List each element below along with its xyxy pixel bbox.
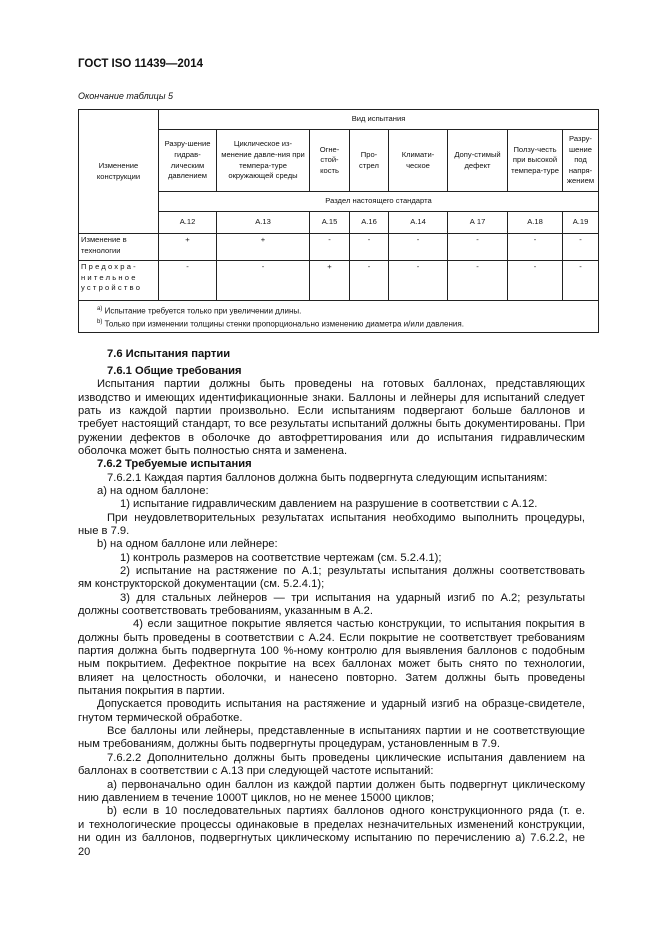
cell: - [217, 261, 310, 301]
text-line: b) если в 10 последовательных партиях баллонов одного конструкционного ряда (т. е. [107, 805, 585, 818]
text-line: пытания покрытия в партии. [78, 685, 225, 698]
document-header: ГОСТ ISO 11439—2014 [78, 58, 203, 70]
column-header: Разру-шение под напря-жением [563, 130, 599, 192]
cell: - [448, 234, 508, 261]
cell: - [389, 261, 448, 301]
footnote-text: Испытание требуется только при увеличении длины. [102, 306, 302, 316]
cell: - [448, 261, 508, 301]
section-heading: 7.6 Испытания партии [107, 348, 231, 360]
text-line: 3) для стальных лейнеров — три испытания на ударный изгиб по А.2; результаты [120, 591, 585, 604]
cell: - [350, 261, 389, 301]
cell: - [389, 234, 448, 261]
text-line: ям конструкторской документации (см. 5.2.4.1); [78, 578, 325, 591]
cell: - [563, 261, 599, 301]
section-cell: А.13 [217, 212, 310, 234]
row-header-cell: Изменение конструкции [79, 110, 159, 234]
footnote-mark: a) [97, 306, 103, 312]
table-row [79, 234, 599, 261]
cell: + [159, 234, 217, 261]
text-line: Допускается проводить испытания на растяжение и ударный изгиб на образце-свидетеле, [97, 698, 585, 711]
table-5 [78, 109, 599, 333]
cell: - [563, 234, 599, 261]
text-line: оболочка может быть полностью снята и заменена. [78, 444, 348, 457]
section-heading: 7.6.2 Требуемые испытания [97, 458, 252, 471]
cell: - [310, 234, 350, 261]
text-line: 1) испытание гидравлическим давлением на разрушение в соответствии с А.12. [120, 498, 538, 511]
column-header: Огне-стой-кость [310, 130, 350, 192]
table-footnotes [79, 301, 599, 333]
section-cell: А.15 [310, 212, 350, 234]
section-heading: 7.6.1 Общие требования [107, 364, 242, 377]
footnote-mark: b) [97, 318, 103, 325]
text-line: При неудовлетворительных результатах испытания необходимо выполнить процедуры, [107, 511, 585, 524]
text-line: ружении дефектов в оболочке до автофреттирования или до испытания гидравлическим [78, 431, 585, 444]
footnote-a [97, 304, 598, 317]
column-header: Ползу-честь при высокой темпера-туре [508, 130, 563, 192]
section-cell: А.16 [350, 212, 389, 234]
cell: + [217, 234, 310, 261]
text-line: должны соответствовать требованиям, указанным в А.2. [78, 605, 373, 618]
text-line: ни один из баллонов, подвергнутых циклическому испытанию по перечислению а) 7.6.2.2, не [78, 831, 585, 844]
column-header: Разру-шение гидрав-лическим давлением [159, 130, 217, 192]
text-line: требует настоящий стандарт, то все результаты испытаний должны быть документированы. При [78, 418, 585, 431]
section-cell: А.14 [389, 212, 448, 234]
text-line: баллонах в соответствии с А.13 при следующей частоте испытаний: [78, 765, 434, 778]
text-line: 4) если защитное покрытие является частью конструкции, то испытания покрытия в [133, 618, 585, 631]
text-line: должны быть проведены в соответствии с А.24. Если покрытие не соответствует требованиям [78, 631, 585, 644]
text-line: партия должна быть подвергнута 100 %-ному контролю для выявления баллонов с подобным [78, 645, 585, 658]
cell: - [508, 234, 563, 261]
text-line: а) первоначально один баллон из каждой партии должен быть подвергнут циклическому [107, 778, 585, 791]
text-line: нию давлением в течение 1000T циклов, но не менее 15000 циклов; [78, 791, 435, 804]
table-caption: Окончание таблицы 5 [78, 91, 173, 101]
text-line: Испытания партии должны быть проведены на готовых баллонах, представляющих [97, 378, 585, 391]
section-header: Раздел настоящего стандарта [159, 192, 599, 212]
text-line: и технологические процессы одинаковые в пределах незначительных изменений конструкции, [78, 818, 585, 831]
column-header: Климати-ческое [389, 130, 448, 192]
section-cell: А 17 [448, 212, 508, 234]
footnote-b [97, 317, 598, 330]
column-header: Допу-стимый дефект [448, 130, 508, 192]
section-cell: А.12 [159, 212, 217, 234]
text-line: 2) испытание на растяжение по А.1; результаты испытания должны соответствовать [120, 565, 585, 577]
cell: - [508, 261, 563, 301]
cell: - [350, 234, 389, 261]
body-text [78, 348, 585, 845]
section-cell: А.18 [508, 212, 563, 234]
table-row [79, 261, 599, 301]
text-line: изводство и имеющих идентификационные знаки. Баллоны и лейнеры для испытаний следует [78, 391, 585, 404]
text-line: ным покрытием. Дефектное покрытие на всех баллонах может быть снято по технологии, [78, 658, 585, 671]
section-cell: А.19 [563, 212, 599, 234]
page-number: 20 [78, 846, 91, 858]
cell: + [310, 261, 350, 301]
text-line: влияет на целостность оболочки, и нанесено повторно. Затем должны быть проведены [78, 671, 585, 684]
text-line: рать из каждой партии произвольно. Если испытаниям подвергают больше баллонов и [78, 404, 585, 417]
column-header: Про-стрел [350, 130, 389, 192]
text-line: 7.6.2.2 Дополнительно должны быть проведены циклические испытания давлением на [107, 751, 585, 764]
row-label: Предохра-нительное устройство [79, 261, 159, 301]
text-line: ные в 7.9. [78, 524, 130, 537]
text-line: b) на одном баллоне или лейнере: [97, 538, 278, 551]
group-header: Вид испытания [159, 110, 599, 130]
text-line: 7.6.2.1 Каждая партия баллонов должна быть подвергнута следующим испытаниям: [107, 471, 548, 484]
text-line: ным требованиям, должны быть подвергнуты процедурам, установленным в 7.9. [78, 738, 500, 751]
text-line: Все баллоны или лейнеры, представленные в испытаниях партии и не соответствующие [107, 725, 585, 738]
column-header: Циклическое из-менение давле-ния при темпера-туре окружающей среды [217, 130, 310, 192]
text-line: 1) контроль размеров на соответствие чертежам (см. 5.2.4.1); [120, 551, 442, 564]
text-line: а) на одном баллоне: [97, 484, 209, 497]
cell: - [159, 261, 217, 301]
footnote-text: Только при изменении толщины стенки пропорционально изменению диаметра и/или давления. [102, 319, 464, 329]
row-label: Изменение в технологии [79, 234, 159, 261]
text-line: гнутом термической обработке. [78, 711, 243, 724]
